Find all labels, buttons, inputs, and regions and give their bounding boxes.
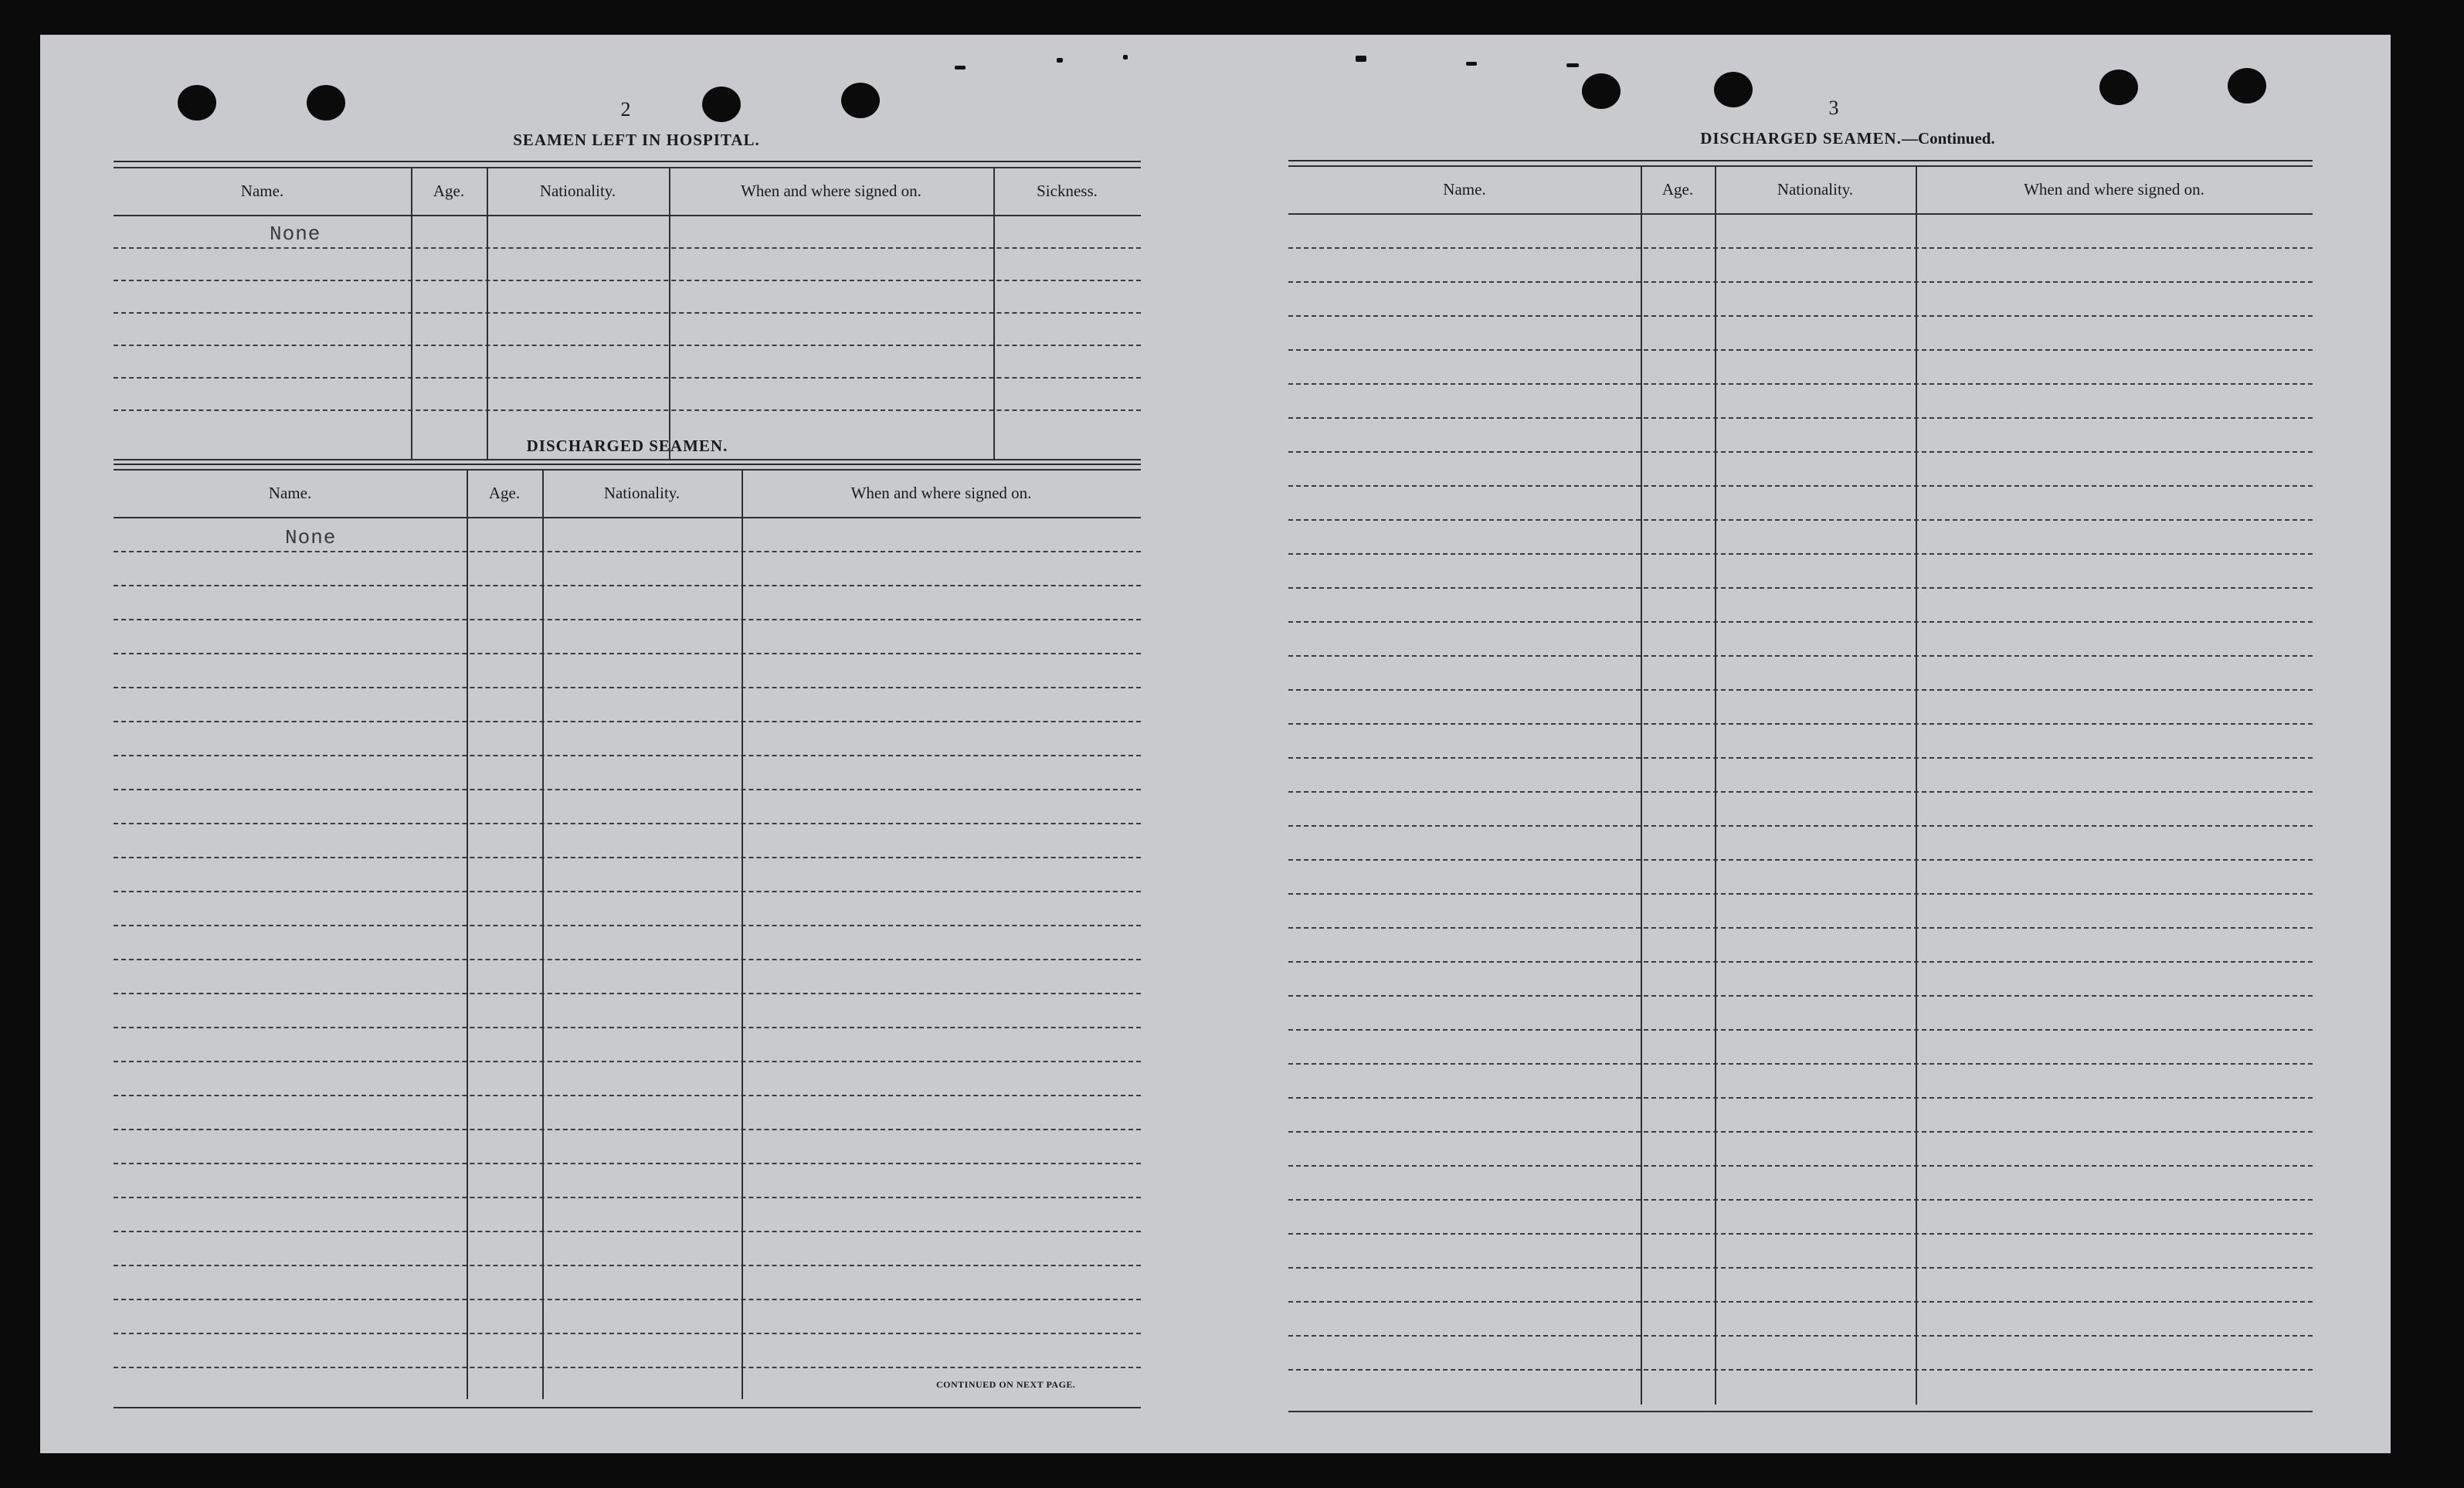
column-header-name: Name. (240, 182, 284, 200)
hospital-section-title: SEAMEN LEFT IN HOSPITAL. (513, 131, 760, 149)
column-header-nationality: Nationality. (603, 484, 680, 502)
column-header-nationality: Nationality. (539, 182, 616, 200)
continued-note: CONTINUED ON NEXT PAGE. (936, 1379, 1076, 1390)
column-header-sickness: Sickness. (1037, 182, 1098, 200)
section-rule (114, 161, 1141, 162)
discharged-continued-title (1600, 129, 2095, 148)
hospital-table (114, 167, 1141, 460)
column-header-signed-on: When and where signed on. (2024, 180, 2204, 199)
right-page (1230, 35, 2391, 1453)
section-rule (1288, 160, 2313, 161)
section-rule (114, 464, 1141, 465)
column-header-signed-on: When and where signed on. (741, 182, 921, 200)
hospital-entry: None (270, 223, 321, 246)
discharged-entry: None (285, 526, 337, 549)
register-sheet (40, 35, 2391, 1453)
page-number: 3 (1828, 97, 1839, 119)
column-header-signed-on: When and where signed on. (850, 484, 1032, 502)
column-header-age: Age. (488, 484, 521, 502)
discharged-continued-table (1288, 165, 2313, 1417)
column-header-age: Age. (433, 182, 465, 200)
column-header-age: Age. (1661, 180, 1694, 199)
title-main: DISCHARGED SEAMEN. (1700, 129, 1902, 148)
column-header-nationality: Nationality. (1777, 180, 1854, 199)
column-header-name: Name. (1443, 180, 1486, 199)
title-continued: —Continued. (1901, 129, 1995, 148)
discharged-table (114, 469, 1141, 1408)
discharged-section-title: DISCHARGED SEAMEN. (526, 437, 728, 455)
column-header-name: Name. (268, 484, 312, 502)
left-page (40, 35, 1199, 1453)
page-number: 2 (620, 98, 631, 121)
